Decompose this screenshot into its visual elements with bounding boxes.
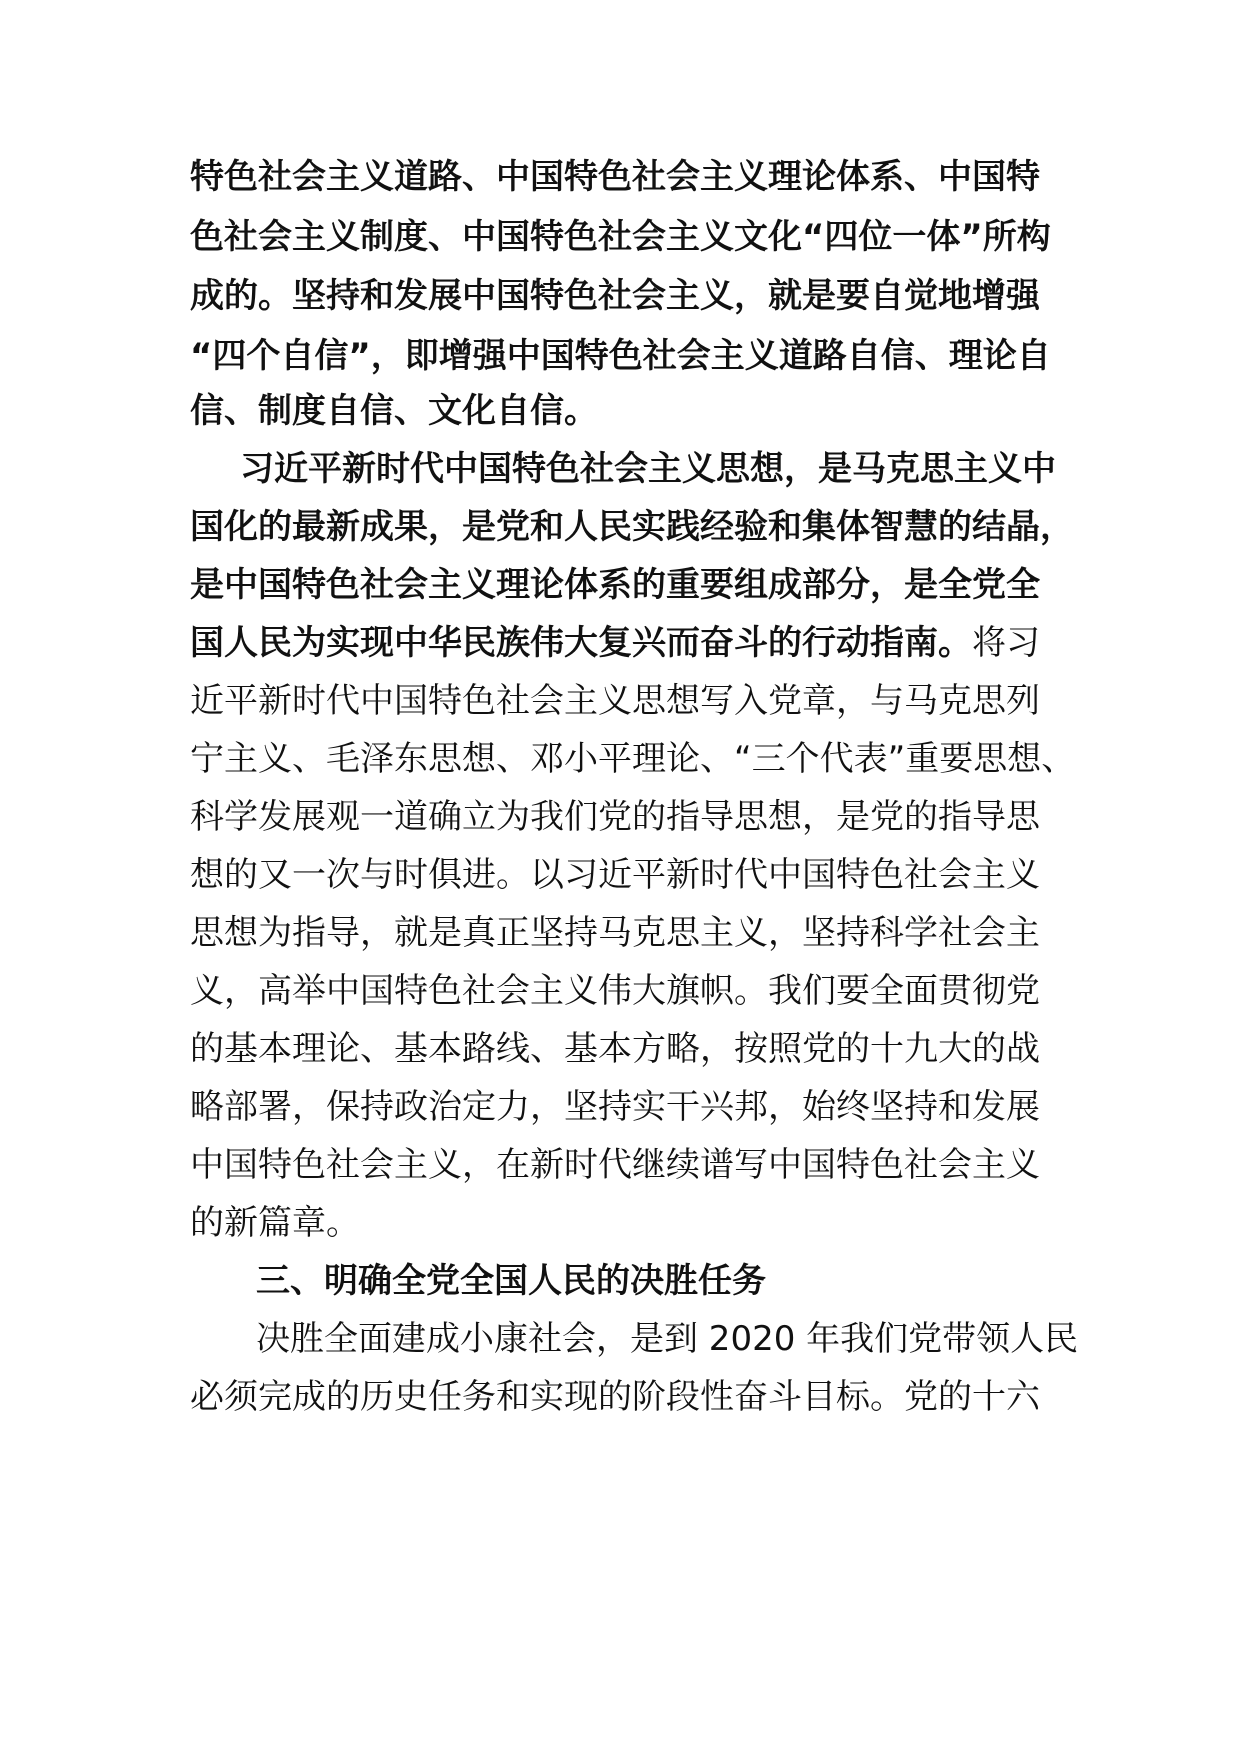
text-line: 中国特色社会主义，在新时代继续谱写中国特色社会主义 [190,1145,1040,1185]
text-line: 的新篇章。 [190,1203,360,1243]
section-heading: 三、明确全党全国人民的决胜任务 [256,1261,766,1301]
text-line: 信、制度自信、文化自信。 [190,391,598,431]
text-line: 科学发展观一道确立为我们党的指导思想，是党的指导思 [190,797,1040,837]
text-line: 略部署，保持政治定力，坚持实干兴邦，始终坚持和发展 [190,1087,1040,1127]
text-line: 习近平新时代中国特色社会主义思想，是马克思主义中 [240,449,1056,489]
text-line: “四个自信”，即增强中国特色社会主义道路自信、理论自 [190,336,1051,376]
text-line: 的基本理论、基本路线、基本方略，按照党的十九大的战 [190,1029,1040,1069]
text-line: 想的又一次与时俱进。以习近平新时代中国特色社会主义 [190,855,1040,895]
text-line: 成的。坚持和发展中国特色社会主义，就是要自觉地增强 [190,276,1040,316]
text-line: 思想为指导，就是真正坚持马克思主义，坚持科学社会主 [190,913,1040,953]
text-line [190,623,1040,663]
text-line: 决胜全面建成小康社会，是到 2020 年我们党带领人民 [256,1319,1079,1359]
text-line: 宁主义、毛泽东思想、邓小平理论、“三个代表”重要思想、 [190,739,1076,779]
text-line: 义，高举中国特色社会主义伟大旗帜。我们要全面贯彻党 [190,971,1040,1011]
text-line: 色社会主义制度、中国特色社会主义文化“四位一体”所构 [190,217,1051,257]
text-line: 特色社会主义道路、中国特色社会主义理论体系、中国特 [190,157,1040,197]
text-line: 近平新时代中国特色社会主义思想写入党章，与马克思列 [190,681,1040,721]
text-line: 必须完成的历史任务和实现的阶段性奋斗目标。党的十六 [190,1377,1040,1417]
bold-text-segment: 国人民为实现中华民族伟大复兴而奋斗的行动指南。 [190,623,972,663]
text-line: 国化的最新成果，是党和人民实践经验和集体智慧的结晶， [190,507,1074,547]
text-segment: 将习 [972,623,1040,663]
text-line: 是中国特色社会主义理论体系的重要组成部分，是全党全 [190,565,1040,605]
